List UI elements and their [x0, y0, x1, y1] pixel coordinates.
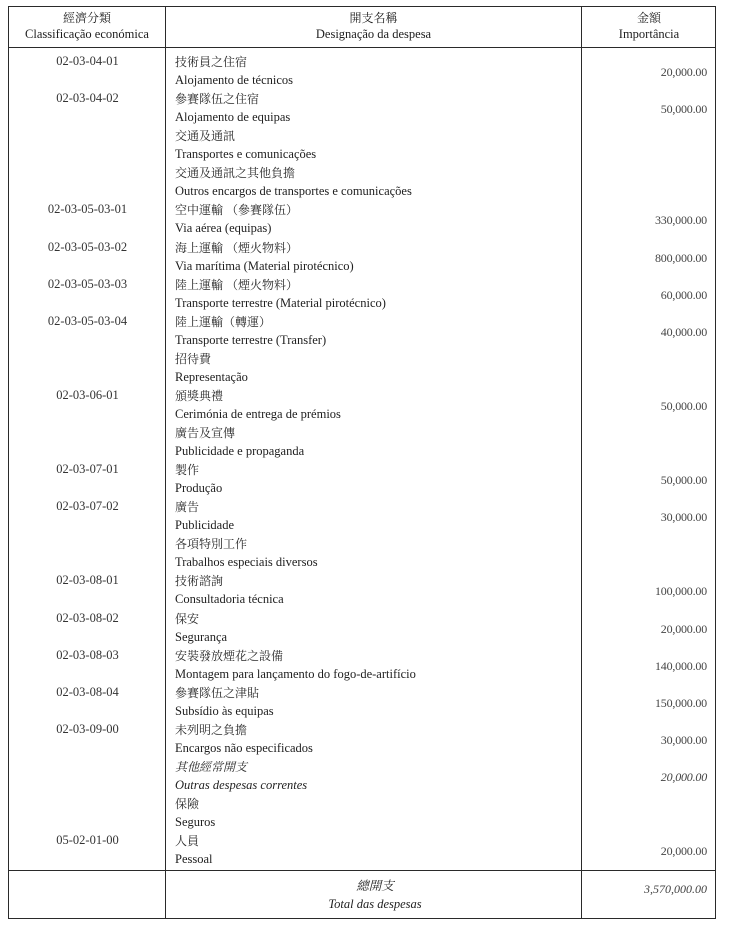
designation-zh: 交通及通訊之其他負擔	[175, 166, 296, 181]
designation-zh: 安裝發放煙花之設備	[175, 648, 284, 663]
expense-amount: 20,000.00	[660, 65, 707, 79]
designation-zh: 其他經常開支	[175, 759, 248, 774]
expense-amount: 20,000.00	[660, 844, 707, 859]
total-label-zh: 總開支	[356, 879, 394, 893]
economic-code: 02-03-05-03-04	[47, 313, 128, 328]
designation-pt: Transporte terrestre (Material pirotécnico)	[175, 295, 386, 310]
economic-code: 02-03-09-00	[56, 721, 119, 736]
expense-amount: 30,000.00	[660, 510, 707, 525]
designation-pt: Representação	[175, 369, 248, 384]
expense-amount: 140,000.00	[654, 658, 707, 673]
expense-table	[8, 6, 716, 919]
header-classification-pt: Classificação económica	[25, 27, 149, 41]
expense-designation	[175, 164, 575, 200]
table-row	[9, 423, 715, 460]
economic-code: 02-03-08-03	[56, 647, 119, 662]
designation-zh: 技術諮詢	[175, 574, 224, 589]
designation-zh: 陸上運輸 （煙火物料）	[175, 277, 299, 292]
designation-zh: 保安	[175, 611, 200, 626]
designation-pt: Alojamento de equipas	[175, 110, 291, 125]
expense-amount: 20,000.00	[660, 621, 707, 636]
designation-zh: 製作	[175, 463, 200, 478]
designation-zh: 廣告	[175, 500, 200, 515]
table-row	[9, 831, 715, 868]
economic-code: 02-03-04-01	[56, 54, 119, 68]
designation-pt: Outros encargos de transportes e comunicações	[175, 184, 412, 199]
expense-designation	[175, 795, 575, 831]
economic-code: 02-03-04-02	[56, 91, 119, 106]
designation-pt: Encargos não especificados	[175, 740, 313, 755]
expense-designation	[175, 276, 575, 312]
table-row	[9, 126, 715, 163]
economic-code: 02-03-08-02	[56, 610, 119, 625]
designation-pt: Seguros	[175, 815, 216, 829]
expense-designation	[175, 832, 575, 868]
table-row	[9, 497, 715, 534]
table-row	[9, 163, 715, 200]
economic-code: 02-03-08-01	[56, 573, 119, 588]
expense-designation	[175, 572, 575, 608]
designation-pt: Subsídio às equipas	[175, 703, 274, 718]
header-designation-pt: Designação da despesa	[315, 27, 432, 41]
expense-amount: 50,000.00	[660, 473, 707, 488]
table-row	[9, 609, 715, 646]
expense-designation	[175, 313, 575, 349]
designation-zh: 人員	[175, 834, 200, 849]
expense-designation	[175, 387, 575, 423]
expense-designation	[175, 535, 575, 571]
expense-designation	[175, 461, 575, 497]
designation-pt: Pessoal	[175, 852, 213, 867]
expense-amount: 330,000.00	[654, 213, 707, 228]
designation-zh: 參賽隊伍之住宿	[175, 92, 260, 107]
expense-designation	[175, 127, 575, 163]
table-row	[9, 52, 715, 89]
designation-zh: 廣告及宣傳	[175, 426, 236, 440]
economic-code: 02-03-06-01	[56, 387, 119, 402]
table-row	[9, 571, 715, 608]
expense-designation	[175, 758, 575, 794]
expense-amount: 800,000.00	[654, 250, 707, 265]
designation-pt: Alojamento de técnicos	[175, 73, 294, 87]
designation-pt: Outras despesas correntes	[175, 777, 308, 792]
economic-code: 02-03-05-03-02	[47, 239, 128, 254]
designation-pt: Trabalhos especiais diversos	[175, 555, 318, 570]
header-classification	[9, 10, 165, 42]
designation-zh: 空中運輸 （參賽隊伍）	[175, 203, 299, 218]
expense-designation	[175, 201, 575, 237]
total-label-pt: Total das despesas	[328, 897, 422, 911]
expense-designation	[175, 647, 575, 683]
economic-code: 02-03-08-04	[56, 684, 119, 699]
economic-code: 02-03-05-03-01	[47, 202, 128, 217]
expense-designation	[175, 424, 575, 460]
expense-amount: 150,000.00	[654, 695, 707, 710]
designation-zh: 未列明之負擔	[175, 722, 248, 737]
expense-amount: 50,000.00	[660, 398, 707, 413]
header-amount-zh: 金額	[636, 11, 661, 25]
header-divider	[9, 47, 715, 48]
expense-amount: 30,000.00	[660, 732, 707, 747]
designation-zh: 招待費	[175, 351, 212, 366]
table-row	[9, 89, 715, 126]
expense-designation	[175, 53, 575, 89]
designation-pt: Consultadoria técnica	[175, 592, 284, 607]
expense-designation	[175, 498, 575, 534]
total-divider	[9, 870, 715, 871]
designation-zh: 參賽隊伍之津貼	[175, 685, 260, 700]
economic-code: 05-02-01-00	[56, 833, 119, 848]
header-classification-zh: 經濟分類	[62, 11, 111, 25]
expense-amount: 100,000.00	[654, 584, 707, 599]
header-designation	[166, 10, 581, 42]
expense-designation	[175, 239, 575, 275]
designation-pt: Publicidade	[175, 518, 235, 533]
designation-pt: Segurança	[175, 629, 228, 644]
table-row	[9, 386, 715, 423]
table-row	[9, 720, 715, 757]
designation-zh: 陸上運輸（轉運）	[175, 314, 272, 329]
expense-designation	[175, 350, 575, 386]
economic-code: 02-03-07-01	[56, 462, 119, 477]
designation-zh: 各項特別工作	[175, 537, 248, 552]
designation-pt: Transporte terrestre (Transfer)	[175, 332, 327, 347]
economic-code: 02-03-07-02	[56, 499, 119, 514]
table-row	[9, 349, 715, 386]
expense-amount: 20,000.00	[660, 769, 707, 784]
total-label	[167, 877, 583, 913]
economic-code: 02-03-05-03-03	[47, 276, 128, 291]
designation-zh: 交通及通訊	[175, 129, 236, 144]
table-row	[9, 275, 715, 312]
table-row	[9, 238, 715, 275]
table-row	[9, 794, 715, 831]
total-amount: 3,570,000.00	[644, 882, 707, 896]
expense-designation	[175, 610, 575, 646]
expense-amount: 50,000.00	[660, 102, 707, 117]
expense-designation	[175, 684, 575, 720]
table-row	[9, 683, 715, 720]
designation-zh: 技術員之住宿	[175, 55, 248, 69]
expense-designation	[175, 90, 575, 126]
table-row	[9, 534, 715, 571]
expense-designation	[175, 721, 575, 757]
designation-pt: Via aérea (equipas)	[175, 221, 272, 236]
header-amount	[582, 10, 716, 42]
table-row	[9, 200, 715, 237]
expense-amount: 60,000.00	[660, 287, 707, 302]
designation-pt: Produção	[175, 481, 223, 496]
header-designation-zh: 開支名稱	[349, 11, 398, 25]
designation-pt: Cerimónia de entrega de prémios	[175, 406, 341, 421]
designation-pt: Transportes e comunicações	[175, 147, 317, 162]
header-amount-pt: Importância	[618, 27, 680, 41]
designation-zh: 海上運輸 （煙火物料）	[175, 240, 299, 255]
designation-pt: Via marítima (Material pirotécnico)	[175, 258, 354, 273]
table-row	[9, 460, 715, 497]
designation-pt: Publicidade e propaganda	[175, 444, 305, 458]
table-row	[9, 757, 715, 794]
designation-zh: 頒獎典禮	[175, 388, 224, 403]
designation-zh: 保險	[175, 797, 200, 811]
expense-amount: 40,000.00	[660, 324, 707, 339]
table-row	[9, 646, 715, 683]
designation-pt: Montagem para lançamento do fogo-de-artifício	[175, 666, 416, 681]
table-row	[9, 312, 715, 349]
